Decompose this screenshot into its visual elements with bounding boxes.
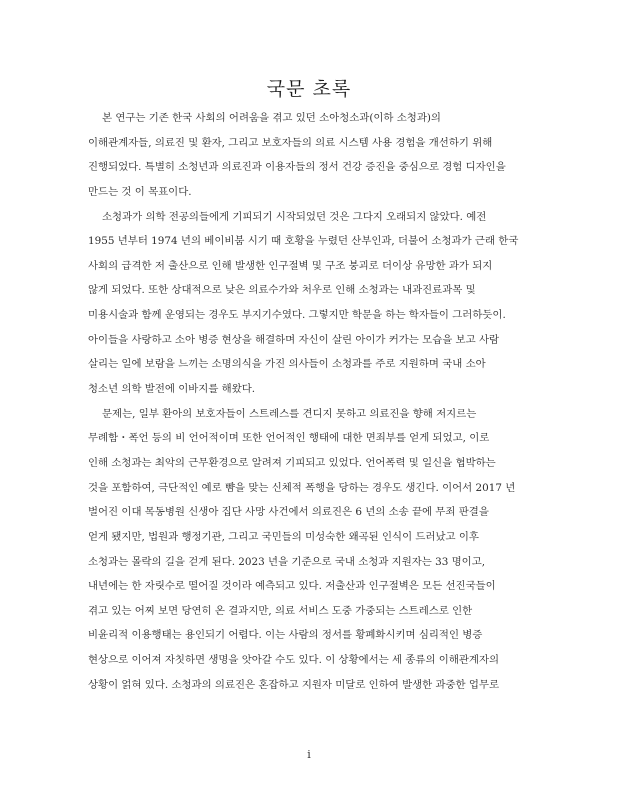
text-line: 겪고 있는 어찌 보면 당연히 온 결과지만, 의료 서비스 도중 가중되는 스트레스로 인한 (88, 604, 473, 617)
page-title: 국문 초록 (266, 78, 352, 100)
page-number: i (307, 748, 311, 761)
abstract-body (88, 106, 544, 697)
text-line: 비윤리적 이용행태는 용인되기 어렵다. 이는 사람의 정서를 황폐화시키며 심리적인 병증 (88, 629, 483, 642)
text-line: 미용시술과 함께 운영되는 경우도 부지기수였다. 그렇지만 학문을 하는 학자들이 그러하듯이. (88, 309, 506, 322)
text-line: 무례함・폭언 등의 비 언어적이며 또한 언어적인 행태에 대한 면죄부를 얻게 되었고, 이로 (88, 432, 490, 445)
text-line: 문제는, 일부 환아의 보호자들이 스트레스를 견디지 못하고 의료진을 향해 저지르는 (102, 407, 477, 420)
text-line: 1955 년부터 1974 년의 베이비붐 시기 때 호황을 누렸던 산부인과, 더불어 소청과가 근래 한국 (88, 235, 519, 248)
text-line: 본 연구는 기존 한국 사회의 어려움을 겪고 있던 소아청소과(이하 소청과)의 (102, 112, 441, 124)
text-line: 것을 포함하여, 극단적인 예로 뺨을 맞는 신체적 폭행을 당하는 경우도 생긴다. 이어서 2017 년 (88, 481, 516, 494)
text-line: 청소년 의학 발전에 이바지를 해왔다. (88, 383, 256, 396)
text-line: 사회의 급격한 저 출산으로 인해 발생한 인구절벽 및 구조 붕괴로 더이상 유망한 과가 되지 (88, 259, 493, 272)
text-line: 벌어진 이대 목동병원 신생아 집단 사망 사건에서 의료진은 6 년의 소송 끝에 무죄 판결을 (88, 506, 489, 519)
text-line: 소청과가 의학 전공의들에게 기피되기 시작되었던 것은 그다지 오래되지 않았다. 예전 (102, 210, 487, 223)
text-line: 내년에는 한 자릿수로 떨어질 것이라 예측되고 있다. 저출산과 인구절벽은 모든 선진국들이 (88, 580, 496, 593)
text-line: 현상으로 이어져 자칫하면 생명을 앗아갈 수도 있다. 이 상황에서는 세 종류의 이해관계자의 (88, 654, 500, 667)
text-line: 인해 소청과는 최악의 근무환경으로 알려져 기피되고 있었다. 언어폭력 및 일신을 협박하는 (88, 456, 496, 469)
text-line: 진행되었다. 특별히 소청년과 의료진과 이용자들의 정서 건강 증진을 중심으로 경험 디자인을 (88, 161, 506, 174)
text-line: 살리는 일에 보람을 느끼는 소명의식을 가진 의사들이 소청과를 주로 지원하며 국내 소아 (88, 358, 486, 371)
text-line: 소청과는 몰락의 길을 걷게 된다. 2023 년을 기준으로 국내 소청과 지원자는 33 명이고, (88, 555, 486, 568)
text-line: 않게 되었다. 또한 상대적으로 낮은 의료수가와 처우로 인해 소청과는 내과진료과목 및 (88, 284, 476, 297)
text-line: 이해관계자들, 의료진 및 환자, 그리고 보호자들의 의료 시스템 사용 경험을 개선하기 위해 (88, 136, 493, 149)
text-line: 상황이 얽혀 있다. 소청과의 의료진은 혼잡하고 지원자 미달로 인하여 발생한 과중한 업무로 (88, 678, 500, 691)
text-line: 만드는 것 이 목표이다. (88, 185, 192, 198)
text-line: 아이들을 사랑하고 소아 병증 현상을 해결하며 자신이 살린 아이가 커가는 모습을 보고 사람 (88, 333, 500, 346)
text-line: 얻게 됐지만, 법원과 행정기관, 그리고 국민들의 미성숙한 왜곡된 인식이 드러났고 이후 (88, 530, 479, 543)
